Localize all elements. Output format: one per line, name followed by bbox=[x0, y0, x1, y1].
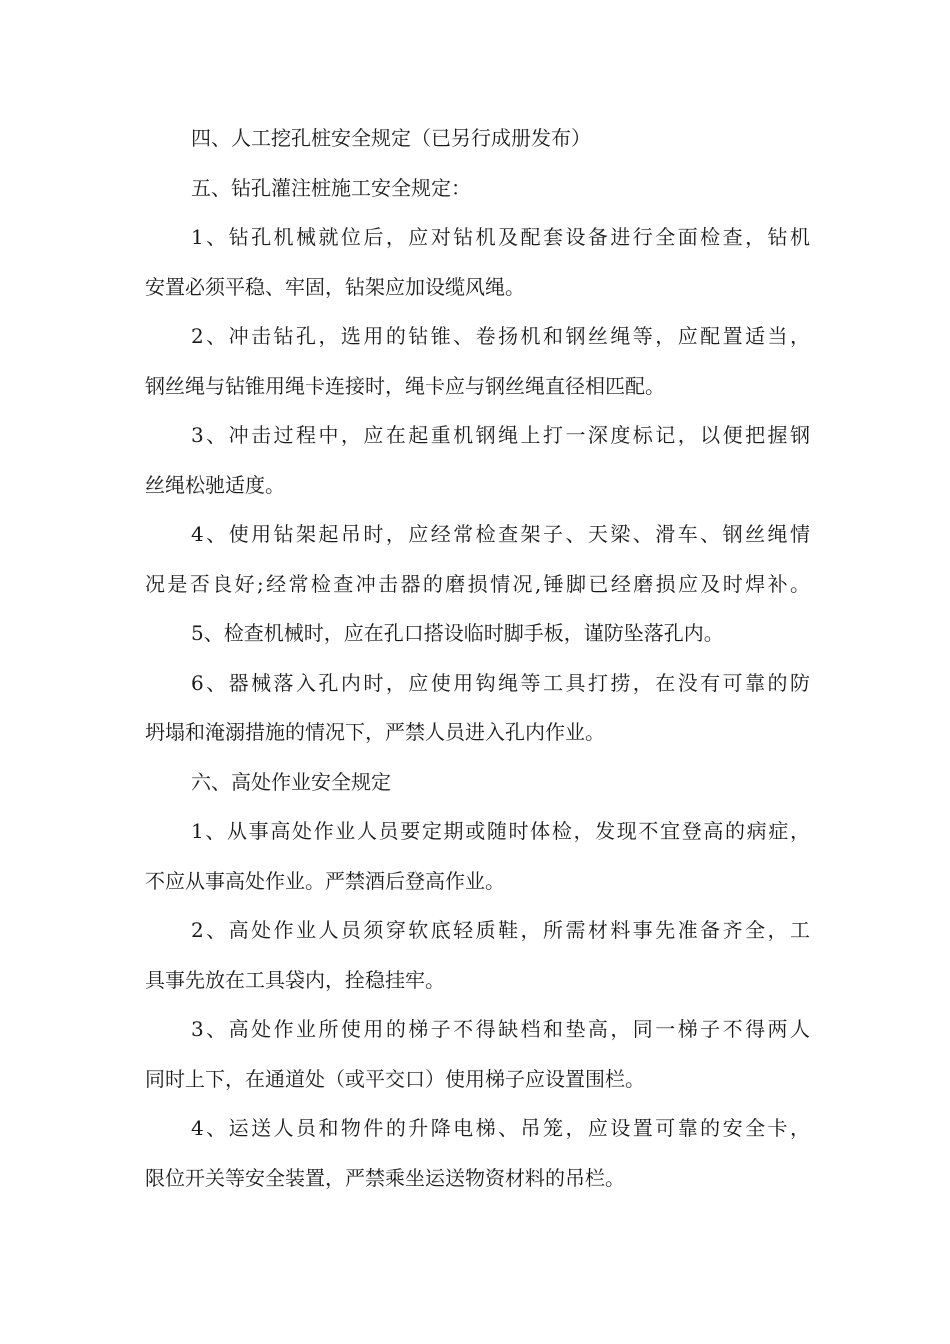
paragraph-line: 况是否良好;经常检查冲击器的磨损情况,锤脚已经磨损应及时焊补。 bbox=[145, 571, 810, 596]
paragraph-line: 3、冲击过程中，应在起重机钢绳上打一深度标记，以便把握钢 bbox=[191, 423, 810, 447]
paragraph-line: 钢丝绳与钻锥用绳卡连接时，绳卡应与钢丝绳直径相匹配。 bbox=[145, 373, 665, 398]
paragraph-line: 安置必须平稳、牢固，钻架应加设缆风绳。 bbox=[145, 274, 525, 299]
paragraph-line: 6、器械落入孔内时，应使用钩绳等工具打捞，在没有可靠的防 bbox=[191, 670, 810, 695]
paragraph-line: 2、高处作业人员须穿软底轻质鞋，所需材料事先准备齐全，工 bbox=[191, 918, 810, 942]
paragraph-line: 不应从事高处作业。严禁酒后登高作业。 bbox=[145, 868, 505, 893]
paragraph-line: 4、使用钻架起吊时，应经常检查架子、天梁、滑车、钢丝绳情 bbox=[191, 522, 810, 546]
paragraph-line: 3、高处作业所使用的梯子不得缺档和垫高，同一梯子不得两人 bbox=[191, 1017, 810, 1041]
paragraph-line: 限位开关等安全装置，严禁乘坐运送物资材料的吊栏。 bbox=[145, 1165, 625, 1190]
section-heading-height-work: 六、高处作业安全规定 bbox=[191, 769, 391, 794]
paragraph-line: 1、钻孔机械就位后，应对钻机及配套设备进行全面检查，钻机 bbox=[191, 225, 810, 249]
paragraph-line: 4、运送人员和物件的升降电梯、吊笼，应设置可靠的安全卡， bbox=[191, 1116, 810, 1140]
paragraph-line: 1、从事高处作业人员要定期或随时体检，发现不宜登高的病症， bbox=[191, 819, 810, 843]
paragraph-line: 坍塌和淹溺措施的情况下，严禁人员进入孔内作业。 bbox=[145, 720, 605, 744]
paragraph-line: 丝绳松驰适度。 bbox=[145, 472, 285, 497]
section-heading-bored-pile: 五、钻孔灌注桩施工安全规定： bbox=[191, 175, 471, 200]
paragraph-line: 2、冲击钻孔，选用的钻锥、卷扬机和钢丝绳等，应配置适当， bbox=[191, 324, 810, 348]
paragraph-line: 5、检查机械时，应在孔口搭设临时脚手板，谨防坠落孔内。 bbox=[191, 621, 724, 645]
paragraph-line: 具事先放在工具袋内，拴稳挂牢。 bbox=[145, 967, 445, 992]
section-heading-manual-pile: 四、人工挖孔桩安全规定（已另行成册发布） bbox=[191, 126, 591, 150]
document-body bbox=[145, 114, 810, 1203]
paragraph-line: 同时上下，在通道处（或平交口）使用梯子应设置围栏。 bbox=[145, 1066, 645, 1091]
